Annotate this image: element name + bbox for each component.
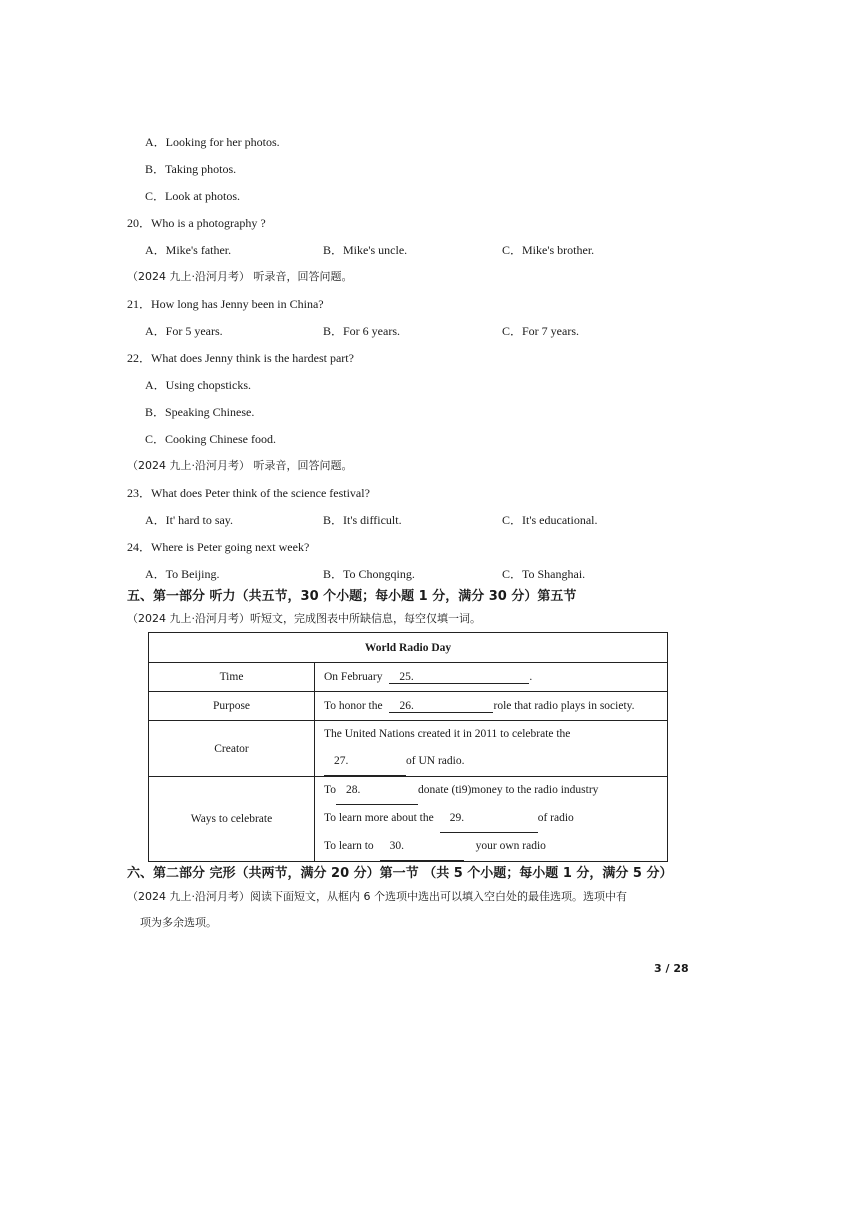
time-label: Time bbox=[149, 663, 315, 692]
blank-26: 26. bbox=[389, 700, 493, 713]
q23-option-b: B．It's difficult. bbox=[323, 513, 402, 527]
creator-label: Creator bbox=[149, 721, 315, 777]
way2-prefix: To learn more about the bbox=[324, 812, 434, 824]
q20-option-a: A．Mike's father. bbox=[145, 243, 232, 257]
q21-option-b: B．For 6 years. bbox=[323, 324, 400, 338]
q23-option-a: A．It' hard to say. bbox=[145, 513, 234, 527]
way3-suffix: your own radio bbox=[475, 840, 546, 852]
q23-option-c: C．It's educational. bbox=[502, 513, 598, 527]
purpose-cell bbox=[315, 692, 668, 721]
section6-heading: 六、第二部分 完形（共两节，满分 20 分）第一节 （共 5 个小题；每小题 1 分，满分 5 分） bbox=[127, 866, 673, 881]
q24-option-a: A．To Beijing. bbox=[145, 567, 220, 581]
q21-option-a: A．For 5 years. bbox=[145, 324, 223, 338]
purpose-prefix: To honor the bbox=[324, 699, 383, 712]
creator-suffix: of UN radio. bbox=[406, 755, 465, 767]
q19-option-c: C．Look at photos. bbox=[145, 189, 240, 203]
purpose-suffix: role that radio plays in society. bbox=[493, 699, 635, 712]
q22-option-a: A．Using chopsticks. bbox=[145, 378, 251, 392]
ways-label: Ways to celebrate bbox=[149, 777, 315, 862]
section5-heading: 五、第一部分 听力（共五节，30 个小题；每小题 1 分，满分 30 分）第五节 bbox=[127, 589, 577, 604]
section6-instruction-line2: 项为多余选项。 bbox=[140, 916, 217, 929]
way3-prefix: To learn to bbox=[324, 840, 374, 852]
q19-option-a: A．Looking for her photos. bbox=[145, 135, 280, 149]
way2-suffix: of radio bbox=[537, 812, 574, 824]
q19-option-b: B．Taking photos. bbox=[145, 162, 237, 176]
time-cell bbox=[315, 663, 668, 692]
blank-27: 27. bbox=[324, 748, 406, 776]
q22-option-c: C．Cooking Chinese food. bbox=[145, 432, 276, 446]
page-number: 3 / 28 bbox=[654, 962, 689, 975]
source-note-2: （2024 九上·沿河月考） 听录音，回答问题。 bbox=[127, 459, 353, 472]
way1-prefix: To bbox=[324, 784, 336, 796]
purpose-label: Purpose bbox=[149, 692, 315, 721]
source-note-1: （2024 九上·沿河月考） 听录音，回答问题。 bbox=[127, 270, 353, 283]
q22-stem: 22．What does Jenny think is the hardest part? bbox=[127, 351, 354, 365]
blank-29: 29. bbox=[440, 805, 538, 833]
world-radio-day-table bbox=[148, 632, 668, 862]
ways-cell bbox=[315, 777, 668, 862]
section5-instruction: （2024 九上·沿河月考）听短文，完成图表中所缺信息，每空仅填一词。 bbox=[127, 612, 481, 625]
q24-stem: 24．Where is Peter going next week? bbox=[127, 540, 310, 554]
q21-option-c: C．For 7 years. bbox=[502, 324, 579, 338]
section6-instruction-line1: （2024 九上·沿河月考）阅读下面短文，从框内 6 个选项中选出可以填入空白处的最佳选项。选项中有 bbox=[127, 890, 627, 903]
time-suffix: . bbox=[529, 670, 533, 683]
q23-stem: 23．What does Peter think of the science festival? bbox=[127, 486, 370, 500]
blank-30: 30. bbox=[380, 833, 464, 861]
q22-option-b: B．Speaking Chinese. bbox=[145, 405, 255, 419]
q24-option-b: B．To Chongqing. bbox=[323, 567, 415, 581]
q20-stem: 20．Who is a photography ? bbox=[127, 216, 266, 230]
q24-option-c: C．To Shanghai. bbox=[502, 567, 586, 581]
q21-stem: 21．How long has Jenny been in China? bbox=[127, 297, 324, 311]
creator-line1: The United Nations created it in 2011 to celebrate the bbox=[324, 728, 571, 740]
creator-cell bbox=[315, 721, 668, 777]
q20-option-c: C．Mike's brother. bbox=[502, 243, 595, 257]
blank-25: 25. bbox=[389, 671, 529, 684]
way1-suffix: donate (ti9)money to the radio industry bbox=[417, 784, 599, 796]
table-title: World Radio Day bbox=[149, 633, 668, 663]
q20-option-b: B．Mike's uncle. bbox=[323, 243, 408, 257]
blank-28: 28. bbox=[336, 777, 418, 805]
time-prefix: On February bbox=[324, 670, 383, 683]
